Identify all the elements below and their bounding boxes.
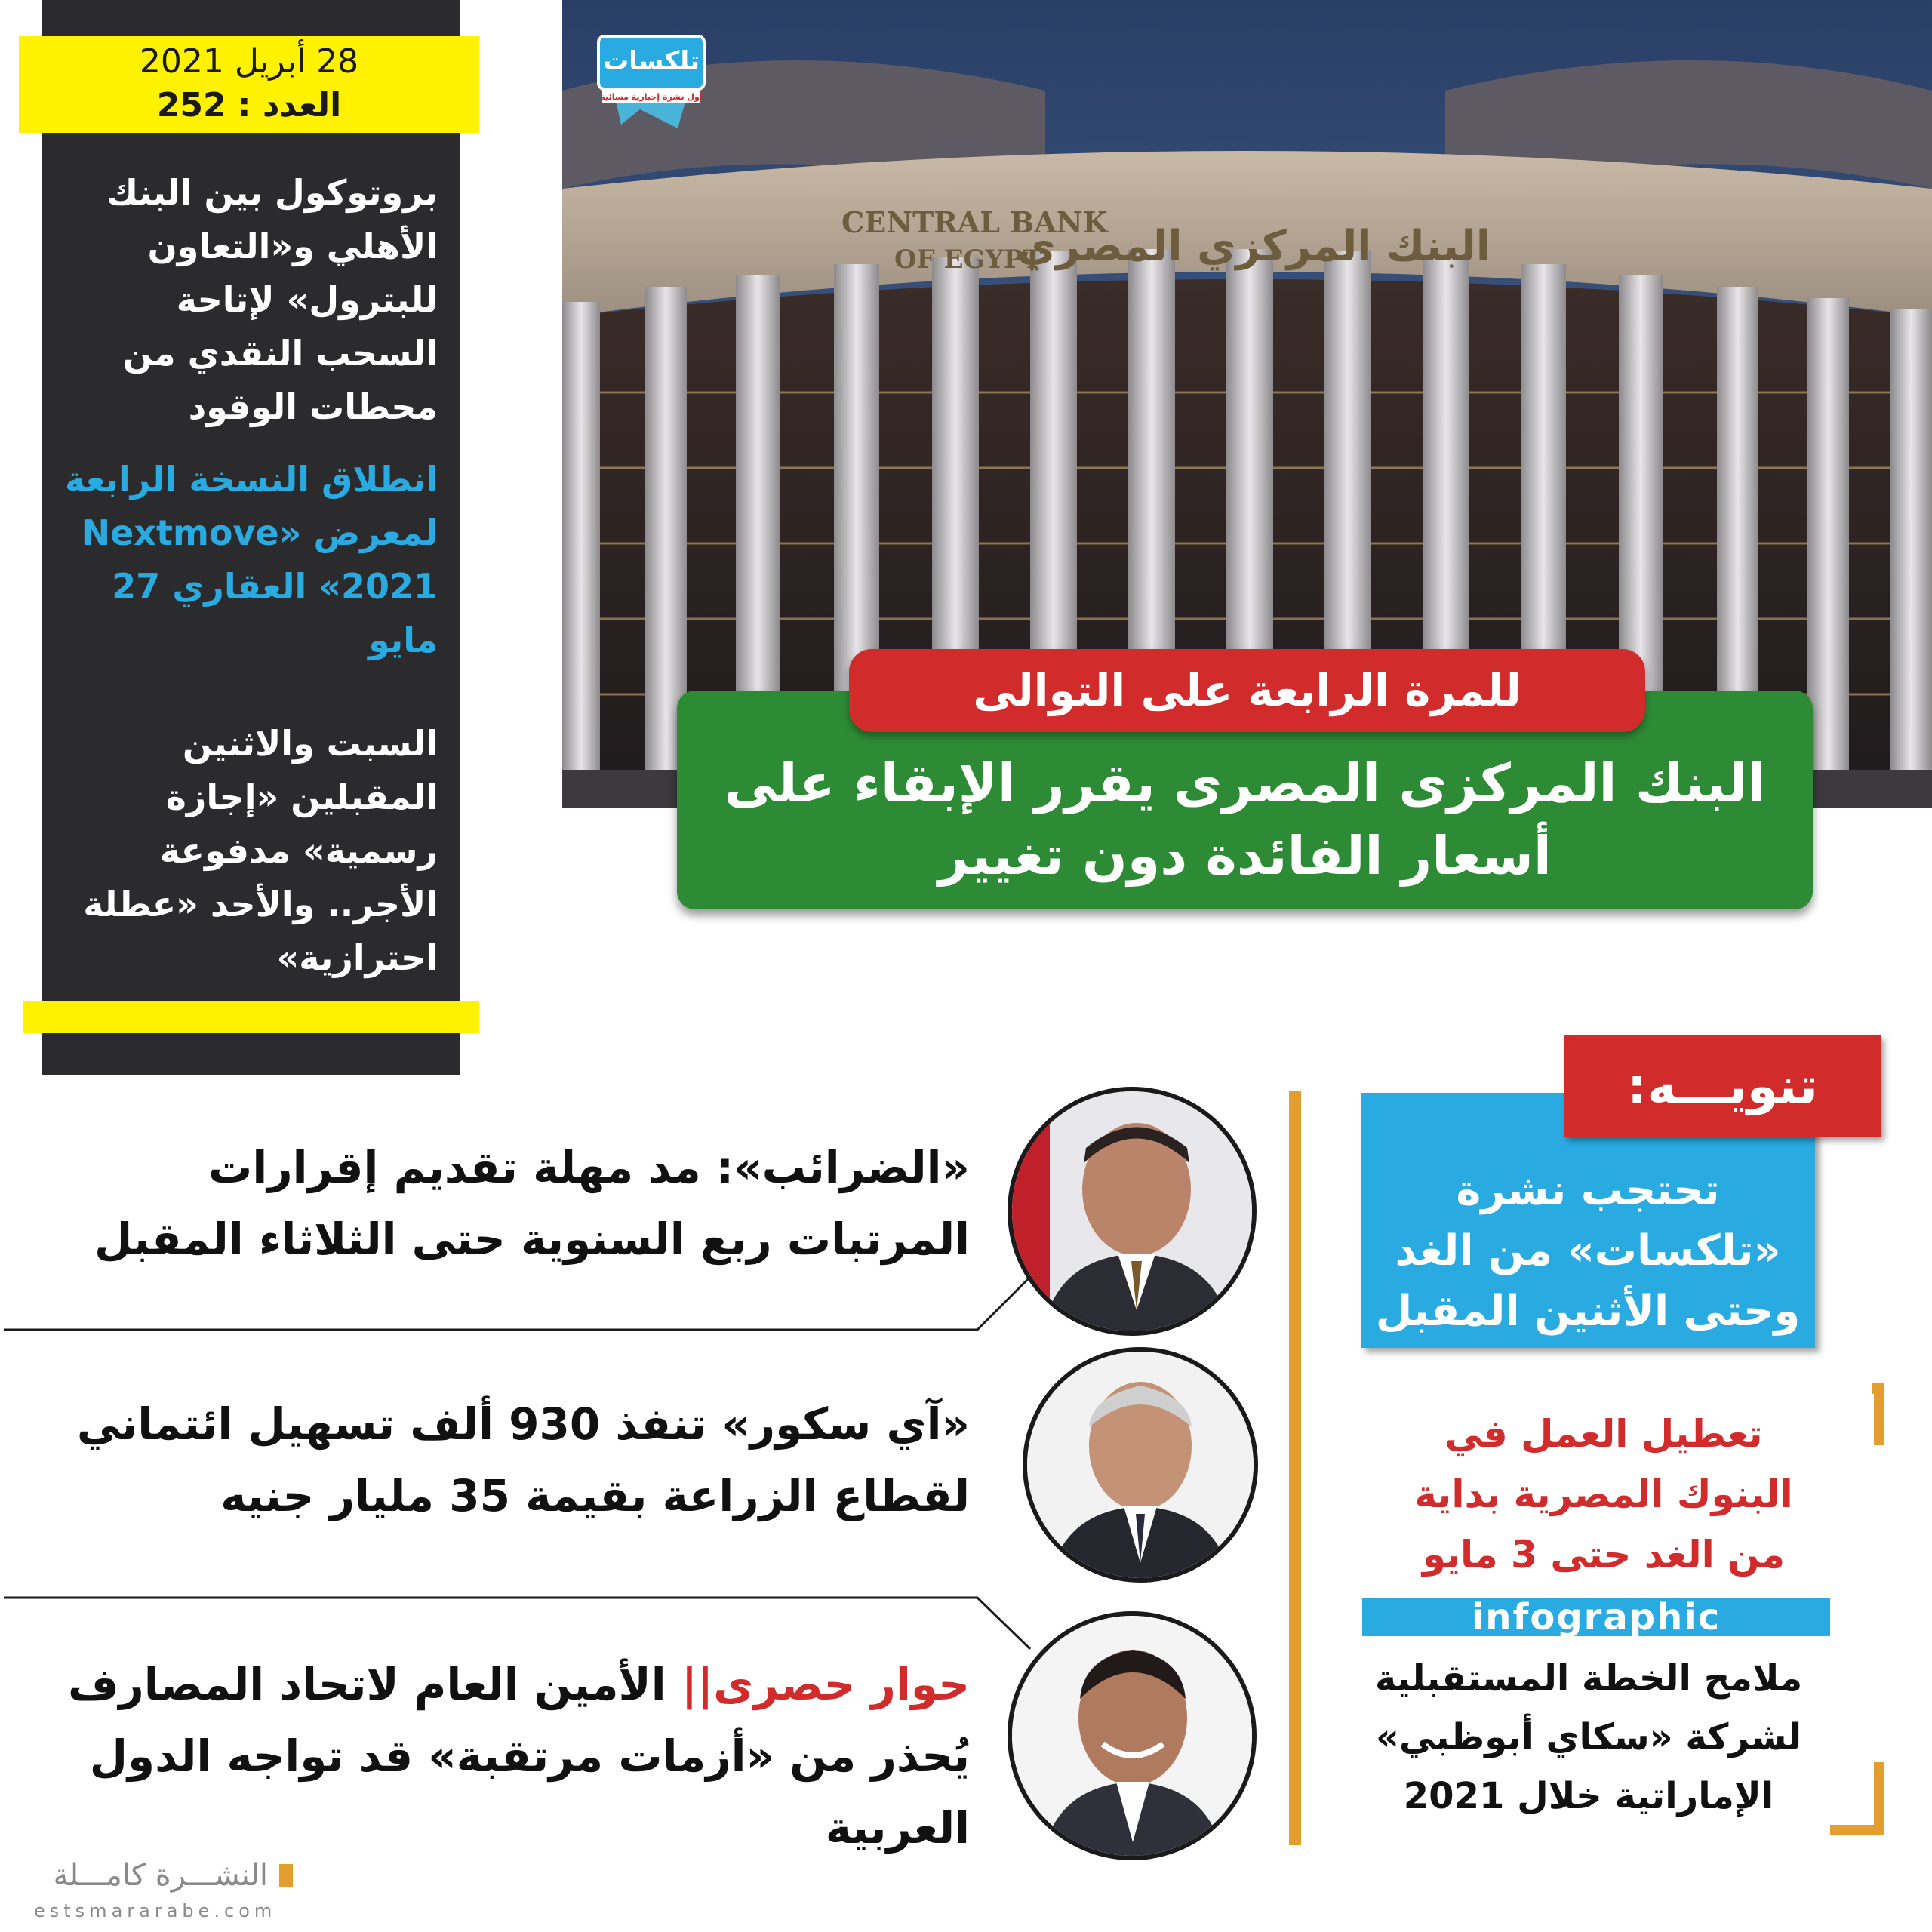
- sign-english-2: OF EGYPT: [894, 245, 1042, 275]
- sign-english-1: CENTRAL BANK: [841, 205, 1108, 239]
- logo-text: تلكسات: [603, 46, 700, 76]
- sidebar-story-2[interactable]: انطلاق النسخة الرابعة لمعرض «Nextmove 2021» العقاري 27 مايو: [64, 459, 438, 660]
- news-item-3[interactable]: [42, 1649, 970, 1864]
- sidebar-yellow-bar: [23, 1001, 479, 1033]
- issue-date: 28 أبريل 2021: [139, 42, 359, 81]
- infographic-label: infographic: [1362, 1598, 1830, 1636]
- portrait-iscore-chairman: [1023, 1347, 1258, 1583]
- headline-line-1: البنك المركزى المصرى يقرر الإبقاء على: [724, 752, 1766, 814]
- telexat-logo: [595, 30, 708, 136]
- sidebar-story-1[interactable]: بروتوكول بين البنك الأهلي و«التعاون للبترول» لإتاحة السحب النقدي من محطات الوقود: [106, 172, 438, 427]
- footer-orange-mark: [279, 1864, 293, 1887]
- logo-subtext: أول نشرة إخبارية مسائية: [600, 92, 703, 102]
- news-item-2[interactable]: «آي سكور» تنفذ 930 ألف تسهيل ائتماني لقطاع الزراعة بقيمة 35 مليار جنيه: [76, 1398, 970, 1521]
- orange-separator: [1289, 1091, 1301, 1845]
- infographic-story[interactable]: ملامح الخطة المستقبلية لشركة «سكاي أبوظبي» الإماراتية خلال 2021: [1374, 1657, 1803, 1817]
- footer-url[interactable]: estsmararabe.com: [34, 1900, 277, 1921]
- portrait-finance-minister: [1008, 1087, 1257, 1336]
- news-item-3-prefix: حوار حصرى||: [681, 1659, 970, 1710]
- portrait-union-secretary: [1008, 1611, 1257, 1860]
- footer-full-issue-link[interactable]: النشـــرة كامـــلة: [53, 1858, 268, 1893]
- notice-body: تحتجب نشرة «تلكسات» من الغد وحتى الأثنين المقبل: [1375, 1166, 1801, 1336]
- news-item-1[interactable]: «الضرائب»: مد مهلة تقديم إقرارات المرتبات ربع السنوية حتى الثلاثاء المقبل: [94, 1142, 970, 1265]
- headline-kicker: للمرة الرابعة على التوالى: [849, 649, 1645, 732]
- news-item-3-text: الأمين العام لاتحاد المصارف يُحذر من «أزمات مرتقبة» قد تواجه الدول العربية: [67, 1659, 970, 1854]
- issue-date-box: [19, 36, 479, 133]
- holiday-story[interactable]: تعطيل العمل في البنوك المصرية بداية من الغد حتى 3 مايو: [1414, 1412, 1793, 1577]
- issue-number: العدد : 252: [156, 86, 342, 125]
- headline-line-2: أسعار الفائدة دون تغيير: [938, 825, 1552, 887]
- notice-title: تنويـــه:: [1564, 1035, 1881, 1137]
- sign-arabic: البنك المركزي المصري: [1017, 222, 1491, 271]
- sidebar-story-3[interactable]: السبت والاثنين المقبلين «إجازة رسمية» مدفوعة الأجر.. والأحد «عطلة احترازية»: [83, 723, 438, 978]
